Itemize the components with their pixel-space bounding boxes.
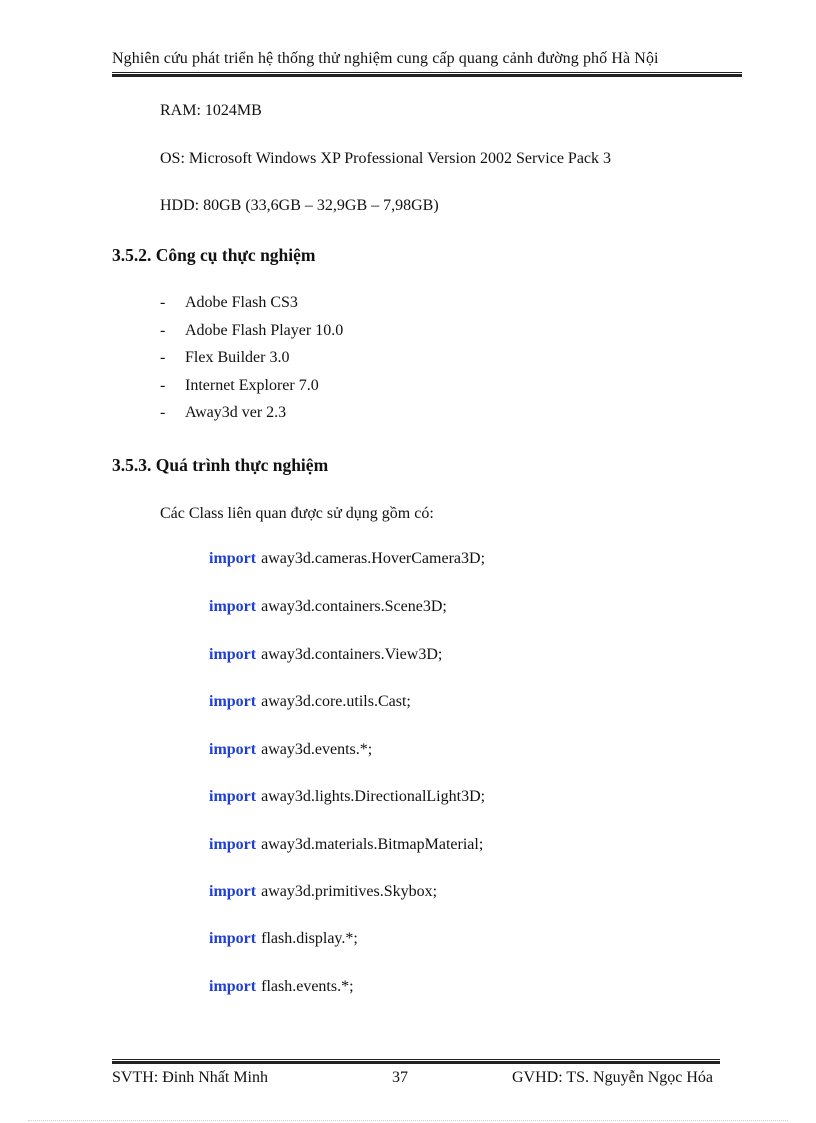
code-text: away3d.events.*;	[261, 741, 373, 758]
header-rule	[112, 72, 742, 77]
code-keyword: import	[209, 550, 257, 567]
code-text: away3d.core.utils.Cast;	[261, 693, 411, 710]
bullet-marker: -	[160, 376, 166, 394]
footer-student: SVTH: Đinh Nhất Minh	[112, 1069, 268, 1086]
page-edge-divider	[28, 1120, 788, 1121]
code-keyword: import	[209, 836, 257, 853]
code-keyword: import	[209, 883, 257, 900]
list-item-label: Adobe Flash Player 10.0	[185, 321, 344, 339]
footer-rule	[112, 1059, 720, 1064]
code-text: flash.events.*;	[261, 978, 354, 995]
list-item	[160, 404, 343, 432]
bullet-marker: -	[160, 294, 166, 311]
list-item-label: Adobe Flash CS3	[185, 294, 298, 311]
code-keyword: import	[209, 930, 257, 947]
code-line	[209, 598, 447, 616]
bullet-marker: -	[160, 404, 166, 421]
code-line	[209, 646, 442, 664]
code-line	[209, 550, 485, 568]
spec-ram: RAM: 1024MB	[160, 102, 262, 119]
list-item-label: Internet Explorer 7.0	[185, 376, 319, 394]
list-item	[160, 294, 343, 322]
tools-list	[160, 294, 343, 432]
list-item	[160, 377, 343, 405]
code-line	[209, 930, 358, 948]
spec-hdd: HDD: 80GB (33,6GB – 32,9GB – 7,98GB)	[160, 197, 439, 214]
code-keyword: import	[209, 693, 257, 710]
bullet-marker: -	[160, 321, 166, 339]
section-heading-tools: 3.5.2. Công cụ thực nghiệm	[112, 245, 316, 265]
section-heading-process: 3.5.3. Quá trình thực nghiệm	[112, 455, 329, 475]
page-header: Nghiên cứu phát triển hệ thống thử nghiệm cung cấp quang cảnh đường phố Hà Nội	[112, 50, 659, 67]
list-item-label: Away3d ver 2.3	[185, 404, 287, 421]
code-line	[209, 693, 411, 711]
page-number: 37	[392, 1069, 408, 1086]
code-line	[209, 741, 372, 759]
code-line	[209, 836, 483, 854]
code-keyword: import	[209, 978, 257, 995]
code-text: away3d.containers.View3D;	[261, 646, 443, 663]
footer-advisor: GVHD: TS. Nguyễn Ngọc Hóa	[512, 1069, 714, 1086]
code-keyword: import	[209, 788, 257, 805]
code-text: away3d.primitives.Skybox;	[261, 883, 438, 900]
list-item	[160, 349, 343, 377]
code-text: away3d.cameras.HoverCamera3D;	[261, 550, 486, 567]
list-item	[160, 322, 343, 350]
code-text: away3d.materials.BitmapMaterial;	[261, 836, 484, 853]
code-line	[209, 788, 485, 806]
bullet-marker: -	[160, 349, 166, 366]
process-intro: Các Class liên quan được sử dụng gồm có:	[160, 505, 434, 522]
code-text: away3d.containers.Scene3D;	[261, 598, 447, 615]
list-item-label: Flex Builder 3.0	[185, 349, 290, 366]
spec-os: OS: Microsoft Windows XP Professional Version 2002 Service Pack 3	[160, 150, 612, 167]
code-line	[209, 883, 437, 901]
code-keyword: import	[209, 741, 257, 758]
code-keyword: import	[209, 646, 257, 663]
code-keyword: import	[209, 598, 257, 615]
code-line	[209, 978, 354, 996]
code-text: away3d.lights.DirectionalLight3D;	[261, 788, 486, 805]
code-text: flash.display.*;	[261, 930, 358, 947]
